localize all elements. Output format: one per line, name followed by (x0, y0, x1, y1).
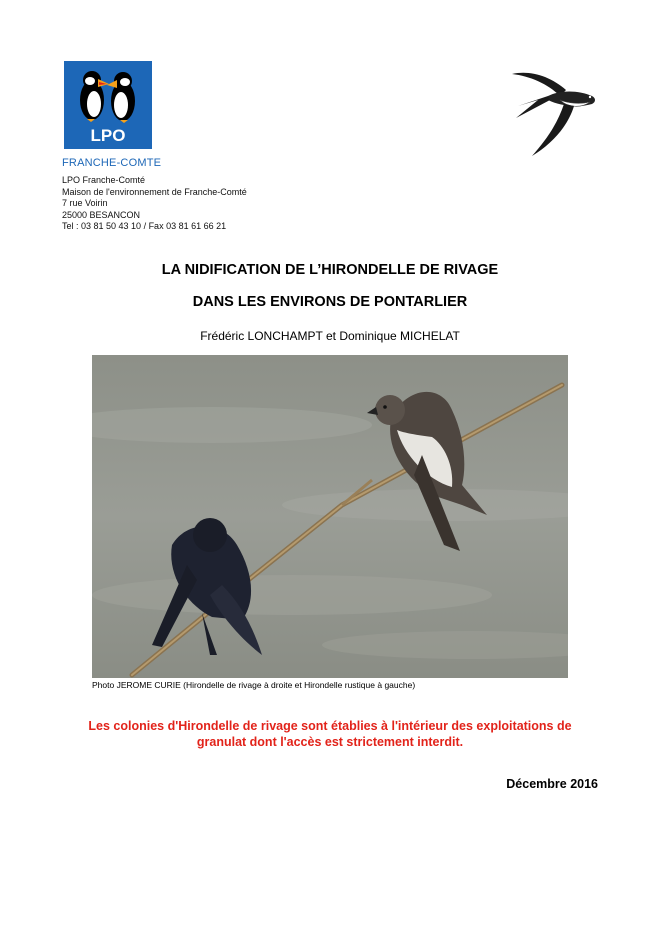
document-title-line1: LA NIDIFICATION DE L’HIRONDELLE DE RIVAGE (161, 262, 499, 278)
puffin-icon (65, 62, 151, 148)
lpo-logo (64, 61, 152, 149)
address-line: 25000 BESANCON (62, 209, 141, 220)
address-line: Tel : 03 81 50 43 10 / Fax 03 81 61 66 21 (62, 221, 227, 231)
photo-caption: Photo JEROME CURIE (Hirondelle de rivage à droite et Hirondelle rustique à gauche) (92, 680, 416, 690)
address-block (62, 175, 247, 233)
address-line: LPO Franche-Comté (62, 175, 146, 185)
authors: Frédéric LONCHAMPT et Dominique MICHELAT (200, 329, 460, 343)
document-title-line2: DANS LES ENVIRONS DE PONTARLIER (192, 294, 468, 310)
access-warning (40, 718, 620, 750)
address-line: 7 rue Voirin (62, 198, 108, 208)
address-line: Maison de l'environnement de Franche-Comté (62, 186, 247, 197)
region-label: FRANCHE-COMTE (62, 157, 162, 169)
swallows-photo (92, 355, 568, 678)
logo-text: LPO (90, 126, 126, 145)
warning-line1: Les colonies d'Hirondelle de rivage sont établies à l'intérieur des exploitations de (88, 719, 572, 733)
swallow-illustration-icon (508, 66, 600, 162)
warning-line2: granulat dont l'accès est strictement interdit. (196, 735, 464, 749)
document-date: Décembre 2016 (506, 777, 598, 791)
